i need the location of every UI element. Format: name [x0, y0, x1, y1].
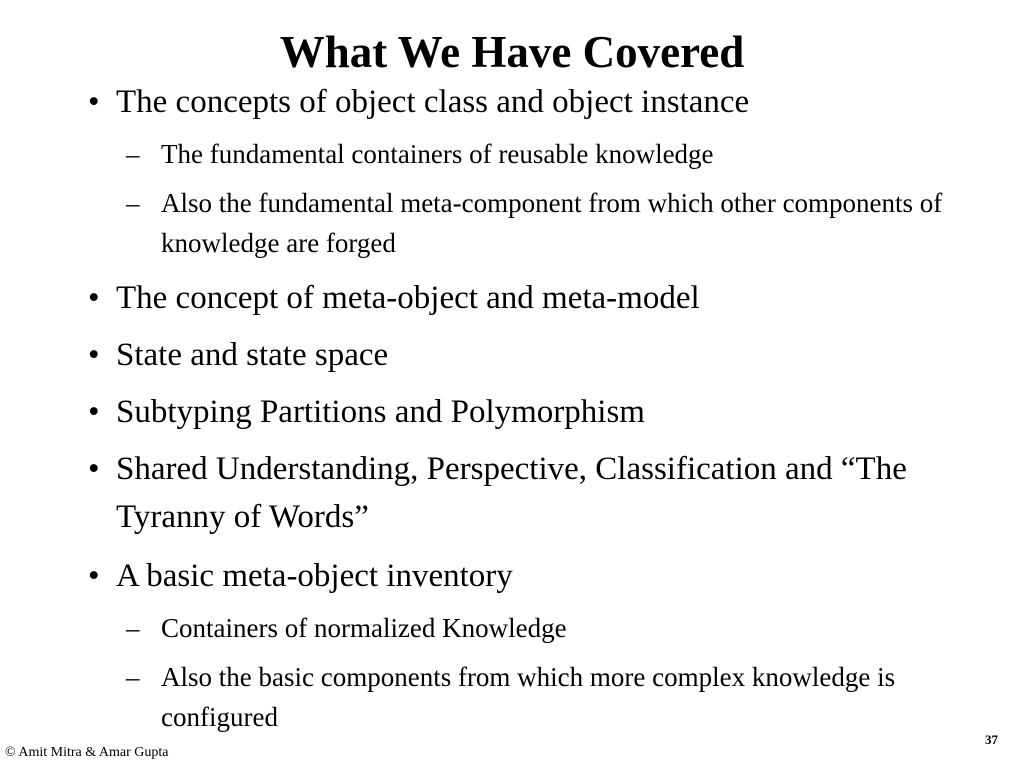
sub-bullet-text: Also the basic components from which more complex knowledge is configured	[161, 662, 896, 732]
slide-title: What We Have Covered	[279, 27, 745, 77]
sub-bullet-marker: –	[126, 188, 140, 218]
bullet-text: Shared Understanding, Perspective, Classification and “The Tyranny of Words”	[116, 451, 907, 535]
sub-bullet-text: The fundamental containers of reusable knowledge	[161, 139, 714, 169]
bullet-marker: •	[88, 558, 100, 594]
sub-bullet-item	[126, 134, 956, 174]
bullet-item	[88, 552, 948, 600]
bullet-marker: •	[88, 84, 100, 120]
bullet-text: The concepts of object class and object instance	[116, 84, 750, 120]
sub-bullet-text: Containers of normalized Knowledge	[161, 613, 567, 643]
bullet-item	[88, 78, 948, 126]
bullet-text: Subtyping Partitions and Polymorphism	[116, 394, 645, 430]
bullet-marker: •	[88, 337, 100, 373]
sub-bullet-marker: –	[126, 662, 140, 692]
bullet-marker: •	[88, 394, 100, 430]
sub-bullet-marker: –	[126, 613, 140, 643]
bullet-item	[88, 388, 948, 436]
sub-bullet-item	[126, 183, 956, 263]
sub-bullet-item	[126, 657, 956, 737]
bullet-item	[88, 331, 948, 379]
page-number: 37	[985, 732, 998, 747]
copyright-footer: © Amit Mitra & Amar Gupta	[5, 745, 169, 760]
bullet-text: A basic meta-object inventory	[116, 558, 513, 594]
bullet-text: The concept of meta-object and meta-model	[116, 280, 700, 316]
bullet-text: State and state space	[116, 337, 389, 373]
bullet-marker: •	[88, 451, 100, 487]
bullet-marker: •	[88, 280, 100, 316]
bullet-item	[88, 445, 948, 541]
sub-bullet-text: Also the fundamental meta-component from which other components of knowledge are forged	[161, 188, 943, 258]
sub-bullet-item	[126, 608, 956, 648]
sub-bullet-marker: –	[126, 139, 140, 169]
bullet-item	[88, 274, 948, 322]
